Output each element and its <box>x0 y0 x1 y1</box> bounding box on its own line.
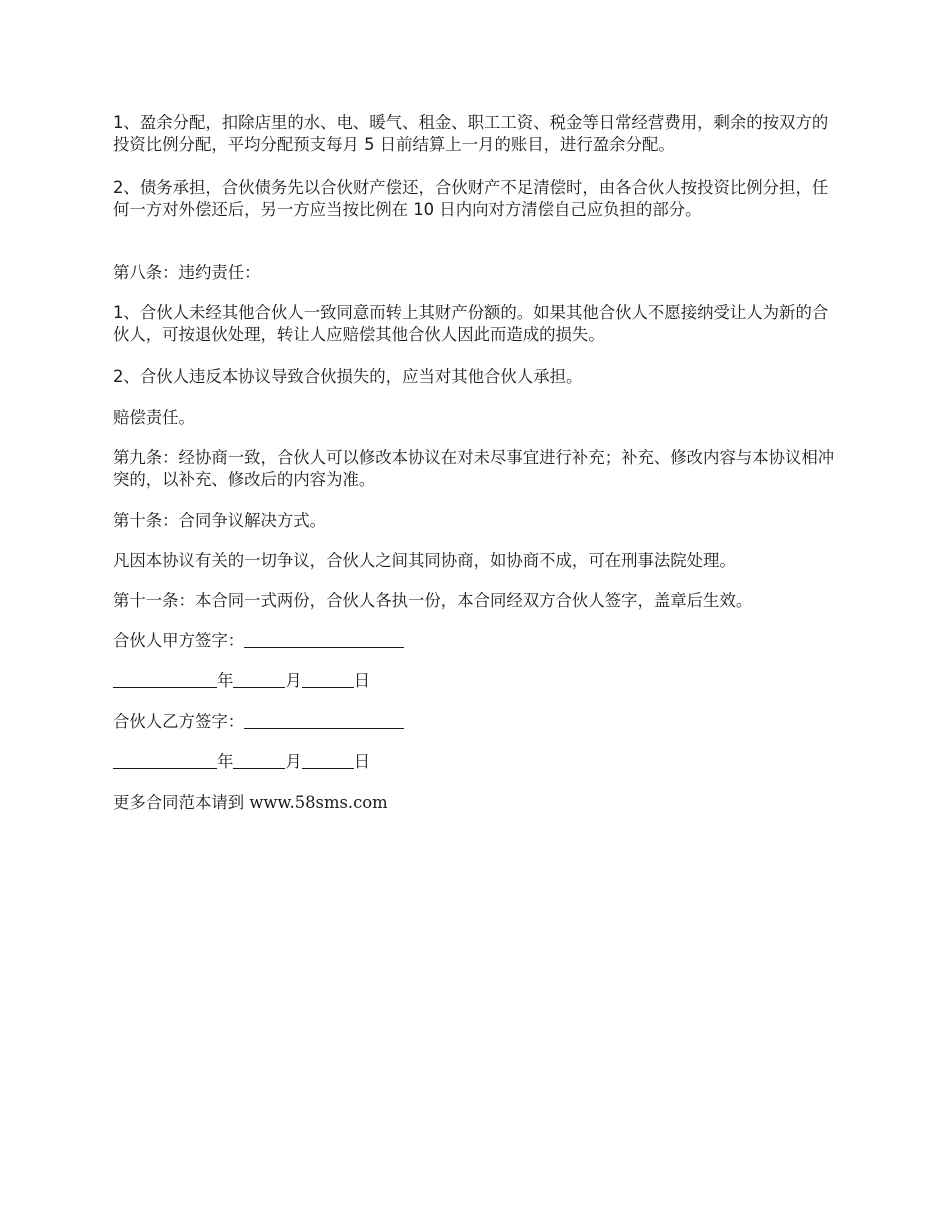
footer-note: 更多合同范本请到 www.58sms.com <box>113 793 388 812</box>
date-b-month-label: 月 <box>285 752 302 771</box>
date-b-year-label: 年 <box>217 752 234 771</box>
date-a-day-label: 日 <box>353 671 371 690</box>
date-a-day-blank[interactable] <box>302 673 354 688</box>
profit-distribution-clause: 1、盈余分配，扣除店里的水、电、暖气、租金、职工工资、税金等日常经营费用，剩余的按双方的投资比例分配，平均分配预支每月 5 日前结算上一月的账目，进行盈余分配。 <box>113 113 829 154</box>
date-a-year-label: 年 <box>217 671 234 690</box>
debt-liability-clause: 2、债务承担，合伙债务先以合伙财产偿还，合伙财产不足清偿时，由各合伙人按投资比例分担，任何一方对外偿还后，另一方应当按比例在 10 日内向对方清偿自己应负担的部分。 <box>113 178 829 219</box>
compensation-liability-text: 赔偿责任。 <box>113 408 195 427</box>
date-b-day-blank[interactable] <box>302 754 354 769</box>
signature-b-label: 合伙人乙方签字： <box>113 712 245 731</box>
breach-clause-two: 2、合伙人违反本协议导致合伙损失的，应当对其他合伙人承担。 <box>113 367 583 386</box>
date-b-year-blank[interactable] <box>113 754 217 769</box>
date-a-year-blank[interactable] <box>113 673 217 688</box>
dispute-resolution-text: 凡因本协议有关的一切争议，合伙人之间其同协商，如协商不成，可在刑事法院处理。 <box>113 551 736 570</box>
signature-a-label: 合伙人甲方签字： <box>113 631 245 650</box>
article-eleven: 第十一条：本合同一式两份，合伙人各执一份，本合同经双方合伙人签字，盖章后生效。 <box>113 591 753 610</box>
article-ten-heading: 第十条：合同争议解决方式。 <box>113 511 327 530</box>
date-a-month-blank[interactable] <box>233 673 285 688</box>
date-b-month-blank[interactable] <box>233 754 285 769</box>
date-b-row <box>113 751 843 773</box>
article-eight-heading: 第八条：违约责任： <box>113 263 261 282</box>
date-a-month-label: 月 <box>285 671 302 690</box>
signature-b-line[interactable] <box>244 714 404 729</box>
article-nine: 第九条：经协商一致，合伙人可以修改本协议在对未尽事宜进行补充；补充、修改内容与本协议相冲突的，以补充、修改后的内容为准。 <box>113 448 835 489</box>
date-a-row <box>113 670 843 692</box>
breach-clause-one: 1、合伙人未经其他合伙人一致同意而转上其财产份额的。如果其他合伙人不愿接纳受让人为新的合伙人，可按退伙处理，转让人应赔偿其他合伙人因此而造成的损失。 <box>113 303 829 344</box>
signature-b-row <box>113 711 843 733</box>
signature-a-line[interactable] <box>244 633 404 648</box>
signature-a-row <box>113 630 843 652</box>
date-b-day-label: 日 <box>353 752 371 771</box>
